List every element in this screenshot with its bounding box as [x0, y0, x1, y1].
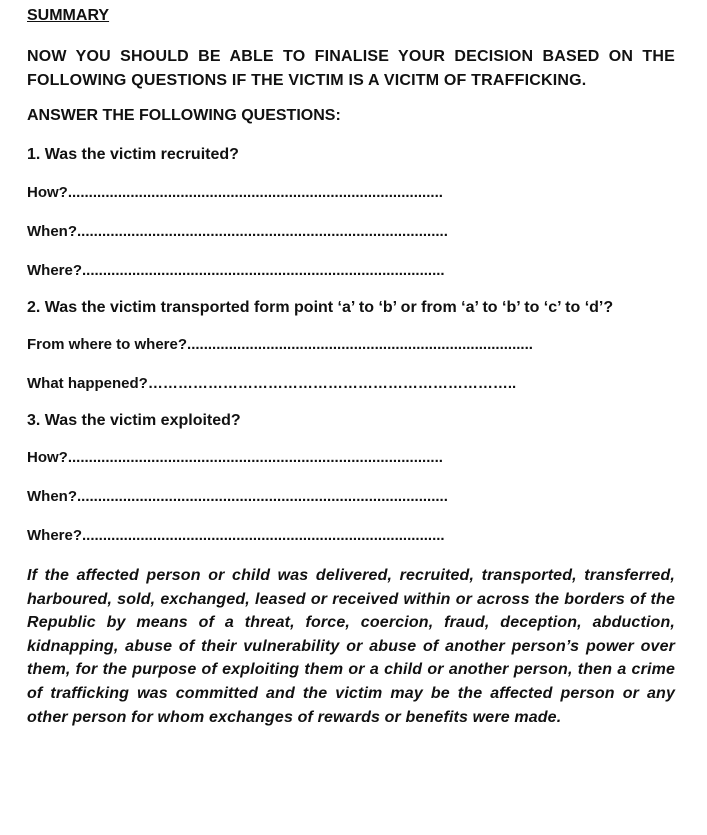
question-2: 2. Was the victim transported form point ‘a’ to ‘b’ or from ‘a’ to ‘b’ to ‘c’ to ‘d’? — [27, 299, 614, 316]
summary-heading: SUMMARY — [27, 7, 110, 24]
q3-when-field: When?......................................................................................... — [27, 488, 448, 505]
instruction-line: ANSWER THE FOLLOWING QUESTIONS: — [27, 107, 341, 124]
closing-paragraph: If the affected person or child was delivered, recruited, transported, transferred, harboured, sold, exchanged, leased or received within or across the borders of the Republic by means of a threat, force, coercion, fraud, deception, abduction, kidnapping, abuse of their vulnerability or abuse of another person’s power over them, for the purpose of exploiting them or a child or another person, then a crime of trafficking was committed and the victim may be the affected person or any other person for whom exchanges of rewards or benefits were made. — [27, 567, 675, 726]
q3-how-field: How?.......................................................................................... — [27, 449, 443, 466]
q2-from-where-field: From where to where?................................................................................... — [27, 336, 533, 353]
question-1: 1. Was the victim recruited? — [27, 146, 239, 163]
q2-what-happened-field: What happened?……………………………………………………………….. — [27, 375, 517, 392]
question-3: 3. Was the victim exploited? — [27, 412, 241, 429]
intro-paragraph: NOW YOU SHOULD BE ABLE TO FINALISE YOUR DECISION BASED ON THE FOLLOWING QUESTIONS IF THE VICTIM IS A VICITM OF TRAFFICKING. — [27, 48, 675, 89]
q1-when-field: When?......................................................................................... — [27, 223, 448, 240]
q1-how-field: How?.......................................................................................... — [27, 184, 443, 201]
q1-where-field: Where?....................................................................................... — [27, 262, 445, 279]
q3-where-field: Where?....................................................................................... — [27, 527, 445, 544]
document-page — [27, 0, 675, 729]
